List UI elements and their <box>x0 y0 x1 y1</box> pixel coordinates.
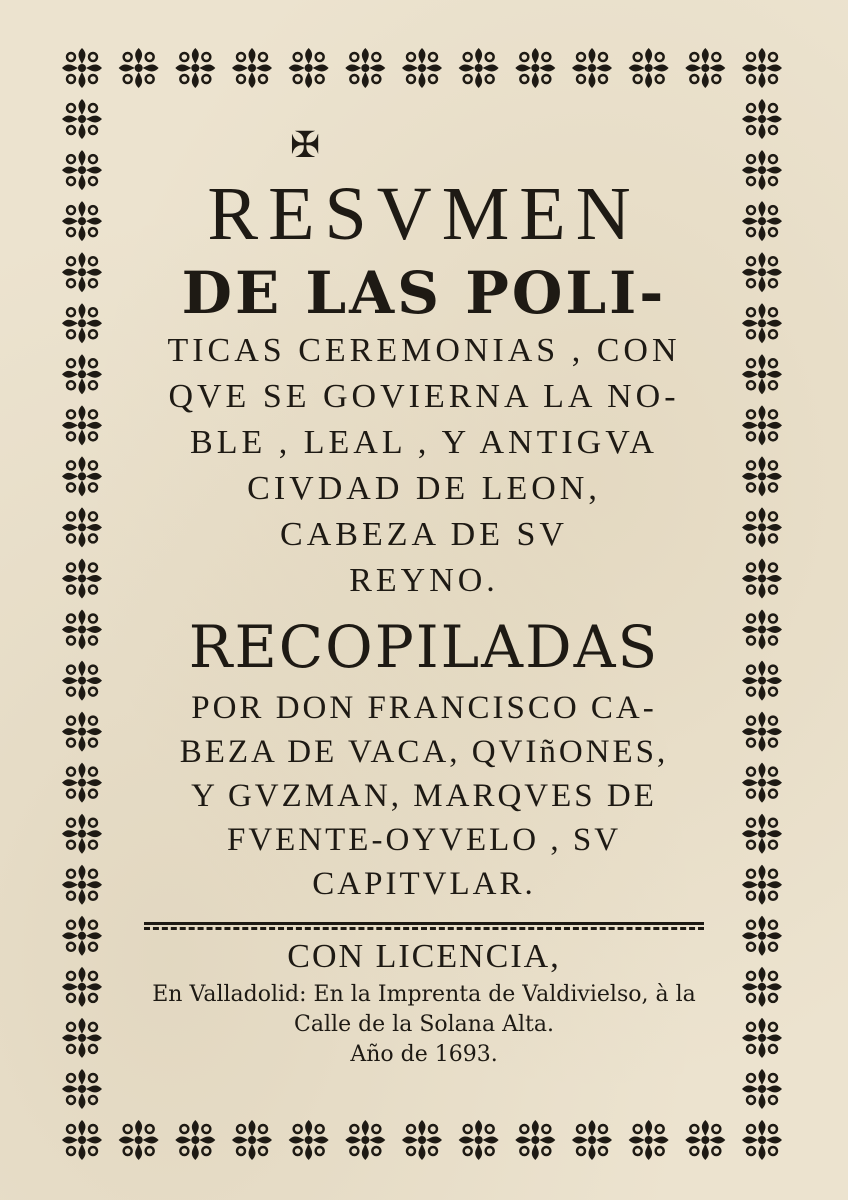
border-ornament-icon <box>175 48 215 88</box>
border-ornament-icon <box>232 48 272 88</box>
border-ornament-icon <box>742 507 782 547</box>
border-ornament-icon <box>62 865 102 905</box>
author-line: BEZA DE VACA, QVIñONES, <box>179 734 669 770</box>
border-ornament-icon <box>515 1120 555 1160</box>
divider-rule <box>144 922 704 930</box>
border-ornament-icon <box>175 1120 215 1160</box>
border-ornament-icon <box>742 763 782 803</box>
author-line: POR DON FRANCISCO CA- <box>191 690 657 726</box>
author-line: Y GVZMAN, MARQVES DE <box>191 778 657 814</box>
border-ornament-icon <box>62 1018 102 1058</box>
border-ornament-icon <box>345 48 385 88</box>
border-ornament-icon <box>62 150 102 190</box>
title-line: BLE , LEAL , Y ANTIGVA <box>190 424 658 461</box>
border-ornament-icon <box>62 303 102 343</box>
imprint-line: En Valladolid: En la Imprenta de Valdivielso, à la <box>152 982 696 1007</box>
border-ornament-icon <box>742 150 782 190</box>
border-ornament-icon <box>62 1069 102 1109</box>
border-ornament-icon <box>62 763 102 803</box>
border-ornament-icon <box>345 1120 385 1160</box>
author-line: FVENTE-OYVELO , SV <box>226 822 622 858</box>
border-ornament-icon <box>629 48 669 88</box>
border-ornament-icon <box>742 252 782 292</box>
border-ornament-icon <box>62 610 102 650</box>
border-ornament-icon <box>742 661 782 701</box>
border-ornament-icon <box>515 48 555 88</box>
border-ornament-icon <box>572 1120 612 1160</box>
recopiladas-heading: RECOPILADAS <box>188 613 660 681</box>
border-ornament-icon <box>742 303 782 343</box>
border-ornament-icon <box>742 712 782 752</box>
border-ornament-icon <box>742 201 782 241</box>
border-ornament-icon <box>742 1120 782 1160</box>
border-ornament-icon <box>289 1120 329 1160</box>
border-ornament-icon <box>742 558 782 598</box>
border-ornament-icon <box>62 99 102 139</box>
main-title-line-2: DE LAS POLI- <box>181 259 667 327</box>
border-ornament-icon <box>62 558 102 598</box>
imprint-line: Calle de la Solana Alta. <box>294 1012 554 1037</box>
border-ornament-icon <box>742 814 782 854</box>
border-ornament-icon <box>629 1120 669 1160</box>
border-ornament-icon <box>62 456 102 496</box>
author-line: CAPITVLAR. <box>312 866 536 902</box>
border-ornament-icon <box>742 610 782 650</box>
border-ornament-icon <box>572 48 612 88</box>
border-ornament-icon <box>62 405 102 445</box>
border-ornament-icon <box>62 201 102 241</box>
border-ornament-icon <box>742 916 782 956</box>
border-ornament-icon <box>459 48 499 88</box>
border-ornament-icon <box>402 1120 442 1160</box>
border-ornament-icon <box>62 507 102 547</box>
border-ornament-icon <box>62 967 102 1007</box>
border-ornament-icon <box>62 712 102 752</box>
border-ornament-icon <box>119 48 159 88</box>
border-ornament-icon <box>742 405 782 445</box>
border-ornament-icon <box>62 252 102 292</box>
title-line: REYNO. <box>349 562 499 599</box>
border-ornament-icon <box>62 814 102 854</box>
border-ornament-icon <box>62 48 102 88</box>
border-ornament-icon <box>742 1069 782 1109</box>
border-ornament-icon <box>742 967 782 1007</box>
border-ornament-icon <box>459 1120 499 1160</box>
border-ornament-icon <box>742 865 782 905</box>
licencia-line: CON LICENCIA, <box>287 938 561 975</box>
border-ornament-icon <box>742 48 782 88</box>
border-ornament-icon <box>232 1120 272 1160</box>
border-ornament-icon <box>742 1018 782 1058</box>
border-ornament-icon <box>742 354 782 394</box>
border-ornament-icon <box>742 99 782 139</box>
border-ornament-icon <box>62 661 102 701</box>
title-line: QVE SE GOVIERNA LA NO- <box>168 378 680 415</box>
border-ornament-icon <box>62 916 102 956</box>
border-ornament-icon <box>742 456 782 496</box>
border-ornament-icon <box>402 48 442 88</box>
border-ornament-icon <box>685 48 725 88</box>
border-ornament-icon <box>119 1120 159 1160</box>
border-ornament-icon <box>289 48 329 88</box>
cross-icon: ✠ <box>290 125 321 166</box>
title-page-content <box>140 125 708 1070</box>
title-line: CABEZA DE SV <box>280 516 568 553</box>
title-line: TICAS CEREMONIAS , CON <box>167 332 681 369</box>
imprint-date: Año de 1693. <box>350 1042 498 1067</box>
border-ornament-icon <box>685 1120 725 1160</box>
border-ornament-icon <box>62 1120 102 1160</box>
border-ornament-icon <box>62 354 102 394</box>
main-title-line-1: RESVMEN <box>207 172 641 256</box>
title-line: CIVDAD DE LEON, <box>247 470 601 507</box>
